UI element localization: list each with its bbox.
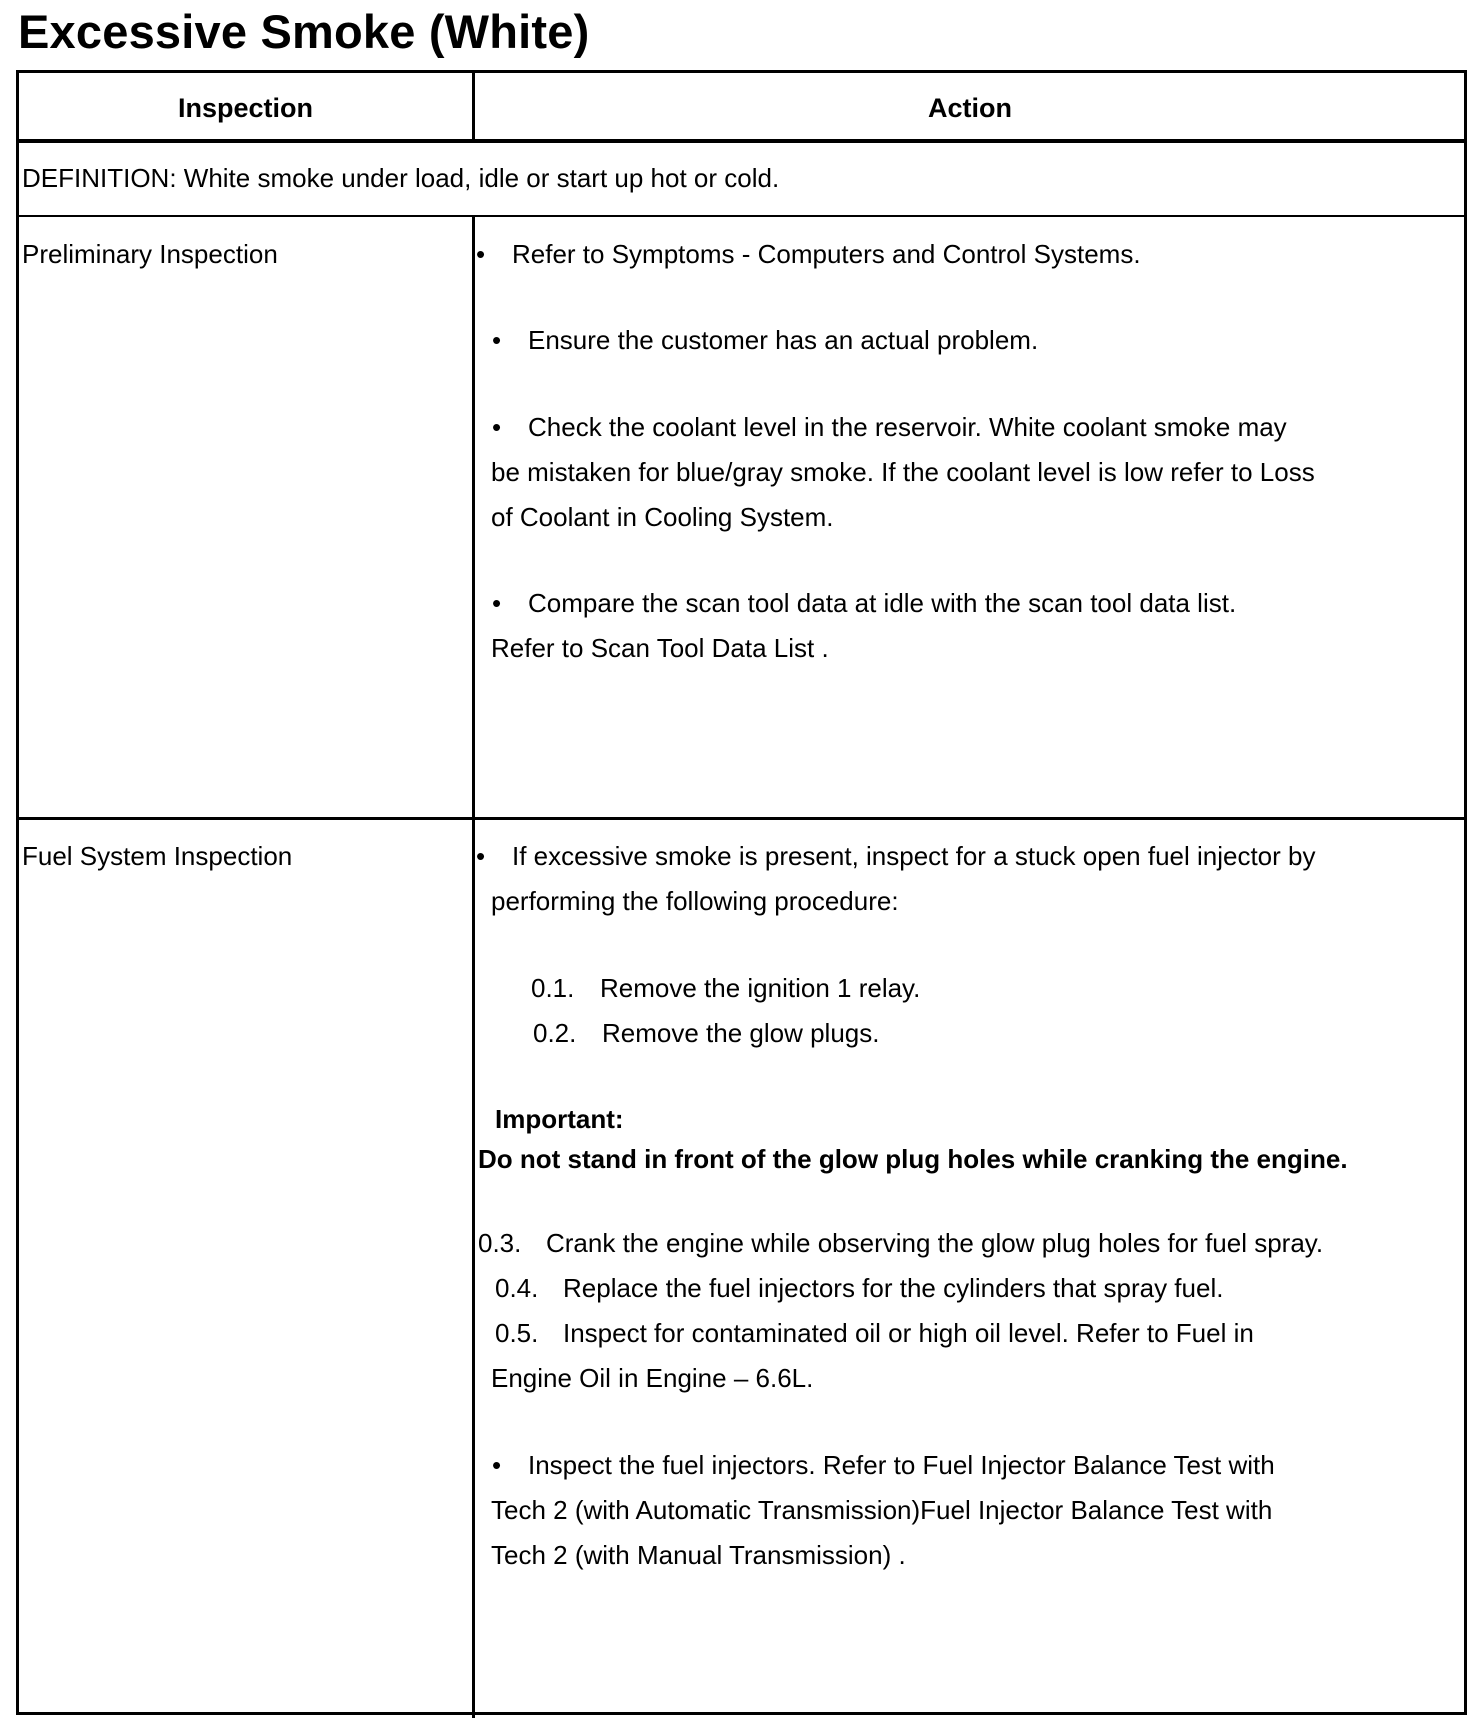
important-label: Important: (495, 1104, 624, 1134)
action-text: Refer to Scan Tool Data List . (491, 633, 829, 663)
bullet: • (476, 239, 486, 269)
action-text: Compare the scan tool data at idle with the scan tool data list. (528, 588, 1237, 618)
action-text: Refer to Symptoms - Computers and Control Systems. (512, 239, 1141, 269)
step-number: 0.3. (478, 1228, 522, 1258)
action-text: Tech 2 (with Manual Transmission) . (491, 1540, 906, 1570)
action-text: Check the coolant level in the reservoir. White coolant smoke may (528, 412, 1287, 442)
step-text: Remove the glow plugs. (602, 1018, 880, 1048)
action-text: Inspect the fuel injectors. Refer to Fuel Injector Balance Test with (528, 1450, 1275, 1480)
action-text: performing the following procedure: (491, 886, 899, 916)
step-text: Engine Oil in Engine – 6.6L. (491, 1363, 814, 1393)
header-action: Action (928, 93, 1012, 123)
step-number: 0.4. (495, 1273, 539, 1303)
step-text: Remove the ignition 1 relay. (600, 973, 921, 1003)
column-divider-body (472, 216, 475, 1718)
action-text: If excessive smoke is present, inspect for a stuck open fuel injector by (512, 841, 1316, 871)
action-text: of Coolant in Cooling System. (491, 502, 834, 532)
definition-text: DEFINITION: White smoke under load, idle or start up hot or cold. (22, 163, 780, 193)
bullet: • (492, 325, 502, 355)
header-divider (19, 139, 1464, 143)
action-text: be mistaken for blue/gray smoke. If the coolant level is low refer to Loss (491, 457, 1315, 487)
bullet: • (492, 588, 502, 618)
definition-divider (19, 215, 1464, 217)
bullet: • (476, 841, 486, 871)
step-text: Inspect for contaminated oil or high oil level. Refer to Fuel in (563, 1318, 1254, 1348)
inspection-preliminary: Preliminary Inspection (22, 239, 278, 269)
row-divider (19, 817, 1464, 820)
bullet: • (492, 1450, 502, 1480)
important-text: Do not stand in front of the glow plug holes while cranking the engine. (478, 1144, 1348, 1174)
step-text: Crank the engine while observing the glow plug holes for fuel spray. (546, 1228, 1324, 1258)
diagnostic-table (16, 70, 1467, 1715)
bullet: • (492, 412, 502, 442)
step-number: 0.5. (495, 1318, 539, 1348)
action-text: Ensure the customer has an actual problem. (528, 325, 1039, 355)
inspection-fuel-system: Fuel System Inspection (22, 841, 293, 871)
action-text: Tech 2 (with Automatic Transmission)Fuel Injector Balance Test with (491, 1495, 1273, 1525)
step-number: 0.1. (531, 973, 575, 1003)
header-inspection: Inspection (177, 93, 313, 123)
step-text: Replace the fuel injectors for the cylinders that spray fuel. (563, 1273, 1224, 1303)
step-number: 0.2. (533, 1018, 577, 1048)
page-title: Excessive Smoke (White) (18, 5, 590, 58)
